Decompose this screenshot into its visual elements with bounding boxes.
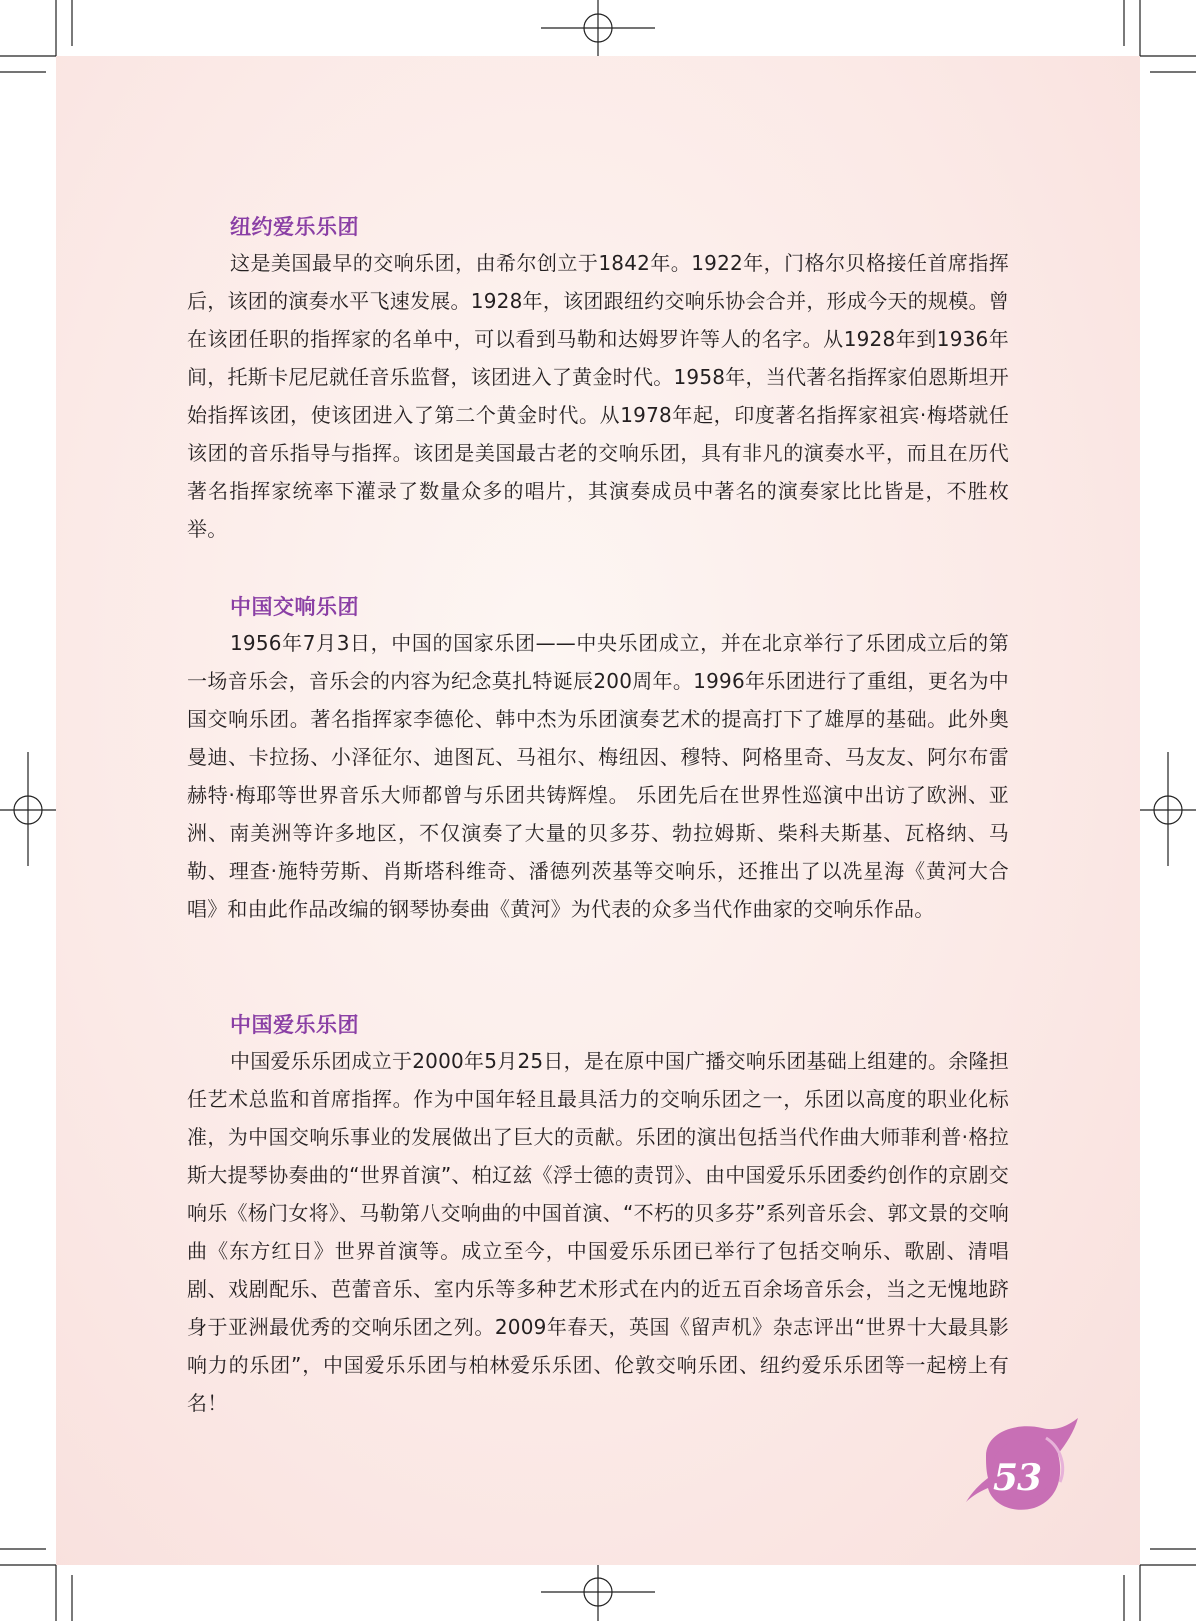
section-body: 1956年7月3日，中国的国家乐团——中央乐团成立，并在北京举行了乐团成立后的第一场音乐会，音乐会的内容为纪念莫扎特诞辰200周年。1996年乐团进行了重组，更名为中国交响乐团。著名指挥家李德伦、韩中杰为乐团演奏艺术的提高打下了雄厚的基础。此外奥曼迪、卡拉扬、小泽征尔、迪图瓦、马祖尔、梅纽因、穆特、阿格里奇、马友友、阿尔布雷赫特·梅耶等世界音乐大师都曾与乐团共铸辉煌。 乐团先后在世界性巡演中出访了欧洲、亚洲、南美洲等许多地区，不仅演奏了大量的贝多芬、勃拉姆斯、柴科夫斯基、瓦格纳、马勒、理查·施特劳斯、肖斯塔科维奇、潘德列茨基等交响乐，还推出了以冼星海《黄河大合唱》和由此作品改编的钢琴协奏曲《黄河》为代表的众多当代作曲家的交响乐作品。 [187,631,1009,921]
section-heading: 中国爱乐乐团 [230,1013,359,1037]
section-body: 这是美国最早的交响乐团，由希尔创立于1842年。1922年，门格尔贝格接任首席指挥后，该团的演奏水平飞速发展。1928年，该团跟纽约交响乐协会合并，形成今天的规模。曾在该团任职的指挥家的名单中，可以看到马勒和达姆罗许等人的名字。从1928年到1936年间，托斯卡尼尼就任音乐监督，该团进入了黄金时代。1958年，当代著名指挥家伯恩斯坦开始指挥该团，使该团进入了第二个黄金时代。从1978年起，印度著名指挥家祖宾·梅塔就任该团的音乐指导与指挥。该团是美国最古老的交响乐团，具有非凡的演奏水平，而且在历代著名指挥家统率下灌录了数量众多的唱片，其演奏成员中著名的演奏家比比皆是，不胜枚举。 [187,251,1009,541]
section-heading: 中国交响乐团 [230,595,359,619]
section-body: 中国爱乐乐团成立于2000年5月25日，是在原中国广播交响乐团基础上组建的。余隆担任艺术总监和首席指挥。作为中国年轻且最具活力的交响乐团之一，乐团以高度的职业化标准，为中国交响乐事业的发展做出了巨大的贡献。乐团的演出包括当代作曲大师菲利普·格拉斯大提琴协奏曲的“世界首演”、柏辽兹《浮士德的责罚》、由中国爱乐乐团委约创作的京剧交响乐《杨门女将》、马勒第八交响曲的中国首演、“不朽的贝多芬”系列音乐会、郭文景的交响曲《东方红日》世界首演等。成立至今，中国爱乐乐团已举行了包括交响乐、歌剧、清唱剧、戏剧配乐、芭蕾音乐、室内乐等多种艺术形式在内的近五百余场音乐会，当之无愧地跻身于亚洲最优秀的交响乐团之列。2009年春天，英国《留声机》杂志评出“世界十大最具影响力的乐团”，中国爱乐乐团与柏林爱乐乐团、伦敦交响乐团、纽约爱乐乐团等一起榜上有名！ [187,1049,1009,1415]
section-new-york-philharmonic [187,212,1009,548]
section-china-philharmonic [187,1010,1009,1422]
page-number: 53 [993,1457,1042,1499]
section-heading: 纽约爱乐乐团 [230,215,359,239]
section-china-national-symphony [187,592,1009,928]
